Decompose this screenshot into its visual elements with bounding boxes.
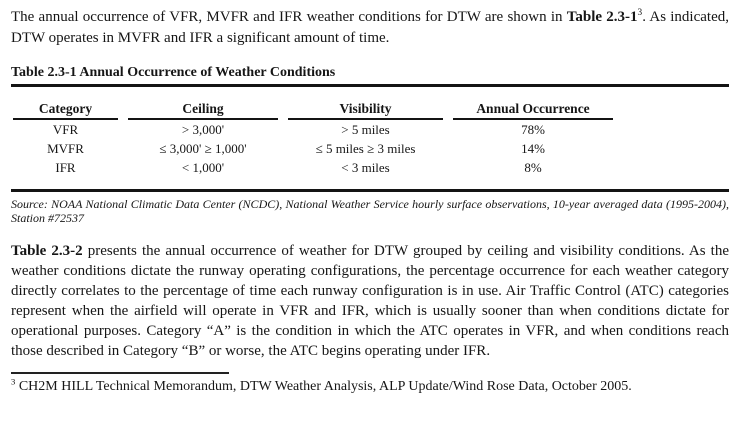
footnote-text: CH2M HILL Technical Memorandum, DTW Weather Analysis, ALP Update/Wind Rose Data, October 2005. (15, 379, 632, 394)
body-paragraph (11, 241, 729, 361)
body-text: presents the annual occurrence of weather for DTW grouped by ceiling and visibility conditions. As the weather conditions dictate the runway operating configurations, the percentage occurrence for each weather category directly correlates to the percentage of time each runway configuration is in use. Air Traffic Control (ATC) categories represent when the airfield will operate in VFR and IFR, which is usually sooner than when conditions dictate for operational purposes. Category “A” is the condition in which the ATC operates in VFR, and when conditions reach those described in Category “B” or worse, the ATC begins operating under IFR. (11, 243, 729, 359)
cell-visibility: ≤ 5 miles ≥ 3 miles (315, 140, 416, 156)
cell-ceiling: > 3,000' (181, 121, 225, 137)
intro-text: The annual occurrence of VFR, MVFR and IFR weather conditions for DTW are shown in (11, 9, 567, 25)
table-row-mvfr (13, 139, 613, 158)
cell-annual-occurrence: 8% (524, 159, 542, 175)
table-bottom-rule (11, 189, 729, 192)
intro-paragraph (11, 7, 729, 49)
cell-ceiling: < 1,000' (181, 159, 225, 175)
table-2-3-2-reference: Table 2.3-2 (11, 243, 83, 259)
table-2-3-1-reference: Table 2.3-1 (566, 9, 638, 25)
cell-category: VFR (52, 121, 79, 137)
cell-visibility: > 5 miles (341, 121, 390, 137)
table-header-row (13, 97, 613, 120)
cell-annual-occurrence: 14% (521, 140, 545, 156)
cell-ceiling: ≤ 3,000' ≥ 1,000' (159, 140, 247, 156)
intro-text-continued: . As indicated, DTW operates in MVFR and IFR a significant amount of time. (11, 9, 729, 46)
table-caption: Table 2.3-1 Annual Occurrence of Weather Conditions (11, 65, 336, 80)
cell-visibility: < 3 miles (341, 159, 390, 175)
column-header-ceiling: Ceiling (128, 97, 278, 120)
footnote-marker-reference: 3 (637, 8, 643, 18)
column-header-annual-occurrence: Annual Occurrence (453, 97, 613, 120)
footnote-separator-rule (11, 372, 229, 374)
table-top-rule (11, 84, 729, 87)
column-header-category: Category (13, 97, 118, 120)
cell-category: MVFR (47, 140, 84, 156)
column-header-visibility: Visibility (288, 97, 443, 120)
cell-annual-occurrence: 78% (521, 121, 545, 137)
table-row-ifr (13, 158, 613, 177)
footnote-marker: 3 (11, 376, 16, 387)
weather-conditions-table (3, 97, 623, 177)
footnote (11, 378, 729, 395)
table-row-vfr (13, 120, 613, 139)
source-note: Source: NOAA National Climatic Data Center (NCDC), National Weather Service hourly surface observations, 10-year averaged data (1995-2004), Station #72537 (11, 197, 729, 225)
cell-category: IFR (55, 159, 76, 175)
